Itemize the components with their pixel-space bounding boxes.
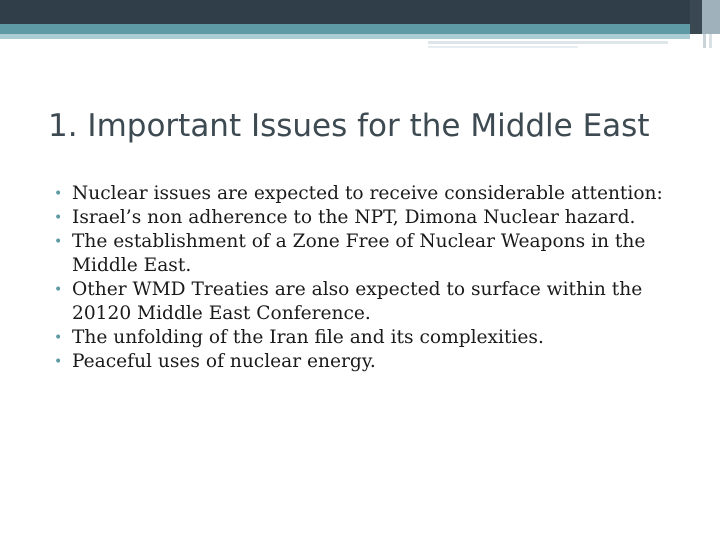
bullet-item bbox=[52, 326, 682, 350]
bullet-text: The establishment of a Zone Free of Nuclear Weapons in the Middle East. bbox=[72, 231, 646, 276]
bullet-item bbox=[52, 278, 682, 326]
bullet-icon: • bbox=[54, 234, 63, 250]
bullet-item bbox=[52, 350, 682, 374]
header-bar-dark bbox=[0, 0, 690, 24]
bullet-icon: • bbox=[54, 282, 63, 298]
bullet-icon: • bbox=[54, 330, 63, 346]
corner-tick bbox=[709, 34, 712, 48]
bullet-item bbox=[52, 230, 682, 278]
header-accent-line bbox=[428, 41, 668, 44]
bullet-icon: • bbox=[54, 186, 63, 202]
bullet-text: Other WMD Treaties are also expected to surface within the 20120 Middle East Conference. bbox=[72, 279, 643, 324]
bullet-text: Nuclear issues are expected to receive considerable attention: bbox=[72, 183, 663, 204]
bullet-text: Israel’s non adherence to the NPT, Dimona Nuclear hazard. bbox=[72, 207, 636, 228]
bullet-text: Peaceful uses of nuclear energy. bbox=[72, 351, 376, 372]
corner-tick bbox=[703, 34, 706, 48]
header-accent-line-short bbox=[428, 46, 578, 48]
header-bar-teal-light bbox=[0, 34, 690, 39]
corner-block-light bbox=[702, 0, 720, 34]
slide-title: 1. Important Issues for the Middle East bbox=[48, 108, 650, 144]
corner-block-dark bbox=[690, 0, 702, 34]
bullet-list bbox=[52, 182, 682, 374]
bullet-icon: • bbox=[54, 210, 63, 226]
bullet-icon: • bbox=[54, 354, 63, 370]
bullet-item bbox=[52, 182, 682, 206]
bullet-text: The unfolding of the Iran file and its complexities. bbox=[72, 327, 544, 348]
bullet-item bbox=[52, 206, 682, 230]
header-bar-teal bbox=[0, 24, 690, 34]
